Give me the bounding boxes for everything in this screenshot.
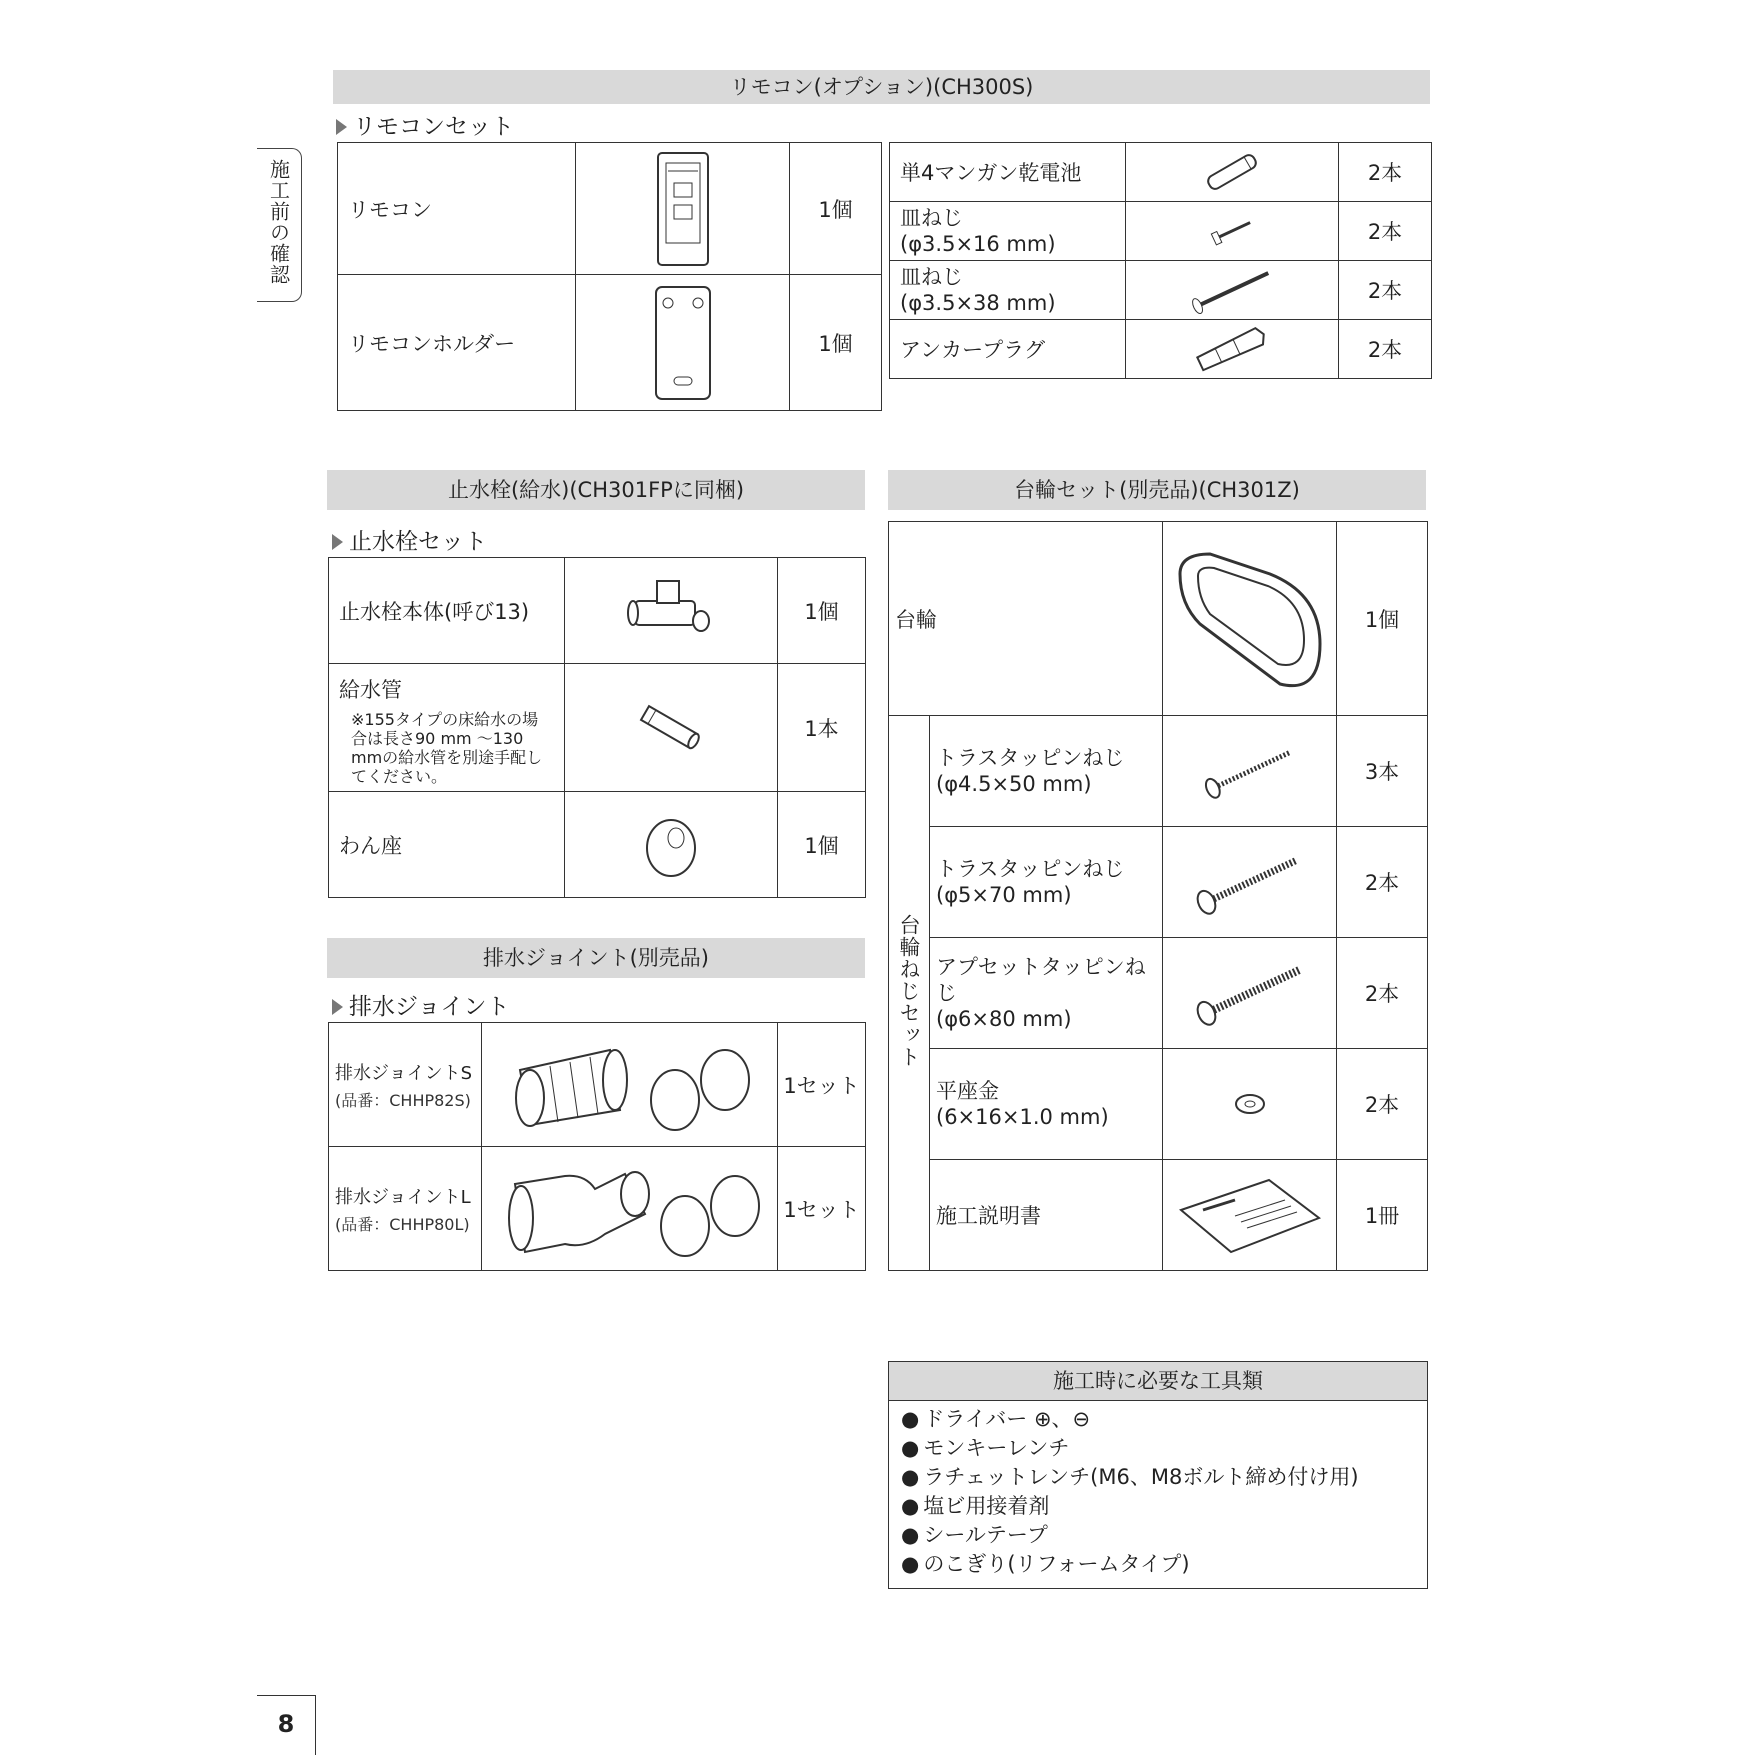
item-name: 施工説明書 [930, 1160, 1163, 1271]
item-name: 台輪 [889, 522, 1163, 716]
item-name-cell [930, 938, 1163, 1049]
item-name: リモコン [338, 143, 576, 275]
table-row [889, 1160, 1428, 1271]
manual-icon [1163, 1160, 1337, 1271]
item-name: トラスタッピンねじ [936, 746, 1125, 770]
truss-screw-small-icon [1163, 716, 1337, 827]
item-name: 止水栓本体(呼び13) [329, 558, 565, 664]
item-spec: (φ3.5×16 mm) [900, 232, 1056, 256]
item-note: ※155タイプの床給水の場合は長さ90 mm ～130 mmの給水管を別途手配してください。 [351, 710, 543, 786]
table-row [329, 1147, 866, 1271]
table-row [338, 275, 882, 411]
remote-subtitle: リモコンセット [336, 108, 514, 141]
item-spec: (φ4.5×50 mm) [936, 772, 1092, 796]
table-row [329, 792, 866, 898]
item-qty: 2本 [1339, 143, 1432, 202]
table-row [890, 320, 1432, 379]
side-tab-label: 施工前の確認 [266, 159, 291, 285]
table-row [890, 202, 1432, 261]
item-qty: 3本 [1337, 716, 1428, 827]
page-number-box [257, 1695, 316, 1755]
table-row [329, 558, 866, 664]
item-qty: 2本 [1337, 1049, 1428, 1160]
stopcock-icon [565, 558, 778, 664]
table-row [338, 143, 882, 275]
item-name: トラスタッピンねじ [936, 857, 1125, 881]
item-spec: (φ6×80 mm) [936, 1007, 1072, 1031]
item-name: 排水ジョイントL [335, 1187, 471, 1208]
truss-screw-large-icon [1163, 827, 1337, 938]
item-qty: 1本 [778, 664, 866, 792]
tools-list [889, 1401, 1427, 1579]
stopcock-header: 止水栓(給水)(CH301FPに同梱) [327, 470, 865, 510]
remote-table [337, 142, 882, 411]
item-part: (品番：CHHP82S) [335, 1091, 471, 1110]
item-name: アンカープラグ [890, 320, 1126, 379]
group-label: 台輪ねじセット [897, 913, 921, 1068]
item-name-cell [890, 261, 1126, 320]
list-item: ● 塩ビ用接着剤 [901, 1492, 1427, 1521]
list-item: ● モンキーレンチ [901, 1434, 1427, 1463]
triangle-marker-icon [332, 534, 343, 550]
item-name-cell [329, 1147, 482, 1271]
item-qty: 2本 [1339, 202, 1432, 261]
item-name-cell [329, 664, 565, 792]
item-spec: (6×16×1.0 mm) [936, 1105, 1109, 1129]
item-part: (品番：CHHP80L) [335, 1215, 470, 1234]
drain-joint-l-icon [482, 1147, 778, 1271]
supply-pipe-icon [565, 664, 778, 792]
item-qty: 1個 [778, 558, 866, 664]
battery-icon [1126, 143, 1339, 202]
table-row [329, 1023, 866, 1147]
base-ring-icon [1163, 522, 1337, 716]
tools-header: 施工時に必要な工具類 [889, 1362, 1427, 1401]
group-label-cell [889, 716, 930, 1271]
table-row [889, 716, 1428, 827]
item-name: 給水管 [339, 678, 402, 702]
drain-table [328, 1022, 866, 1271]
upset-screw-icon [1163, 938, 1337, 1049]
short-screw-icon [1126, 202, 1339, 261]
remote-header: リモコン(オプション)(CH300S) [333, 70, 1430, 104]
remote-accessories-table [889, 142, 1432, 379]
drain-header: 排水ジョイント(別売品) [327, 938, 865, 978]
list-item: ● ドライバー ⊕、⊖ [901, 1405, 1427, 1434]
item-name-cell [329, 1023, 482, 1147]
stopcock-subtitle: 止水栓セット [332, 523, 487, 556]
item-qty: 1セット [778, 1023, 866, 1147]
item-name-cell [930, 716, 1163, 827]
table-row [889, 1049, 1428, 1160]
table-row [889, 938, 1428, 1049]
anchor-plug-icon [1126, 320, 1339, 379]
drain-joint-s-icon [482, 1023, 778, 1147]
item-qty: 1個 [790, 143, 882, 275]
base-table [888, 521, 1428, 1271]
page-number: 8 [277, 1710, 295, 1738]
tools-box [888, 1361, 1428, 1589]
item-name: わん座 [329, 792, 565, 898]
item-qty: 1個 [778, 792, 866, 898]
item-name-cell [930, 1049, 1163, 1160]
list-item: ● ラチェットレンチ(M6、M8ボルト締め付け用) [901, 1463, 1427, 1492]
item-qty: 1個 [790, 275, 882, 411]
table-row [890, 261, 1432, 320]
item-qty: 1冊 [1337, 1160, 1428, 1271]
table-row [889, 827, 1428, 938]
item-qty: 1セット [778, 1147, 866, 1271]
item-name: 皿ねじ [900, 265, 963, 289]
item-qty: 2本 [1339, 320, 1432, 379]
stopcock-table [328, 557, 866, 898]
table-row [329, 664, 866, 792]
item-name: 単4マンガン乾電池 [890, 143, 1126, 202]
triangle-marker-icon [336, 119, 347, 135]
item-name-cell [930, 827, 1163, 938]
triangle-marker-icon [332, 999, 343, 1015]
remote-control-icon [576, 143, 790, 275]
escutcheon-icon [565, 792, 778, 898]
long-screw-icon [1126, 261, 1339, 320]
item-name: 平座金 [936, 1079, 999, 1103]
item-spec: (φ5×70 mm) [936, 883, 1072, 907]
base-header: 台輪セット(別売品)(CH301Z) [888, 470, 1426, 510]
item-qty: 2本 [1337, 938, 1428, 1049]
table-row [889, 522, 1428, 716]
item-name: アプセットタッピンねじ [936, 955, 1146, 1005]
item-name: 皿ねじ [900, 206, 963, 230]
item-qty: 2本 [1339, 261, 1432, 320]
item-qty: 1個 [1337, 522, 1428, 716]
item-name: リモコンホルダー [338, 275, 576, 411]
item-qty: 2本 [1337, 827, 1428, 938]
item-name-cell [890, 202, 1126, 261]
remote-holder-icon [576, 275, 790, 411]
flat-washer-icon [1163, 1049, 1337, 1160]
drain-subtitle: 排水ジョイント [332, 988, 510, 1021]
item-name: 排水ジョイントS [335, 1063, 473, 1084]
list-item: ● のこぎり(リフォームタイプ) [901, 1550, 1427, 1579]
item-spec: (φ3.5×38 mm) [900, 291, 1056, 315]
list-item: ● シールテープ [901, 1521, 1427, 1550]
table-row [890, 143, 1432, 202]
side-tab [257, 148, 302, 302]
